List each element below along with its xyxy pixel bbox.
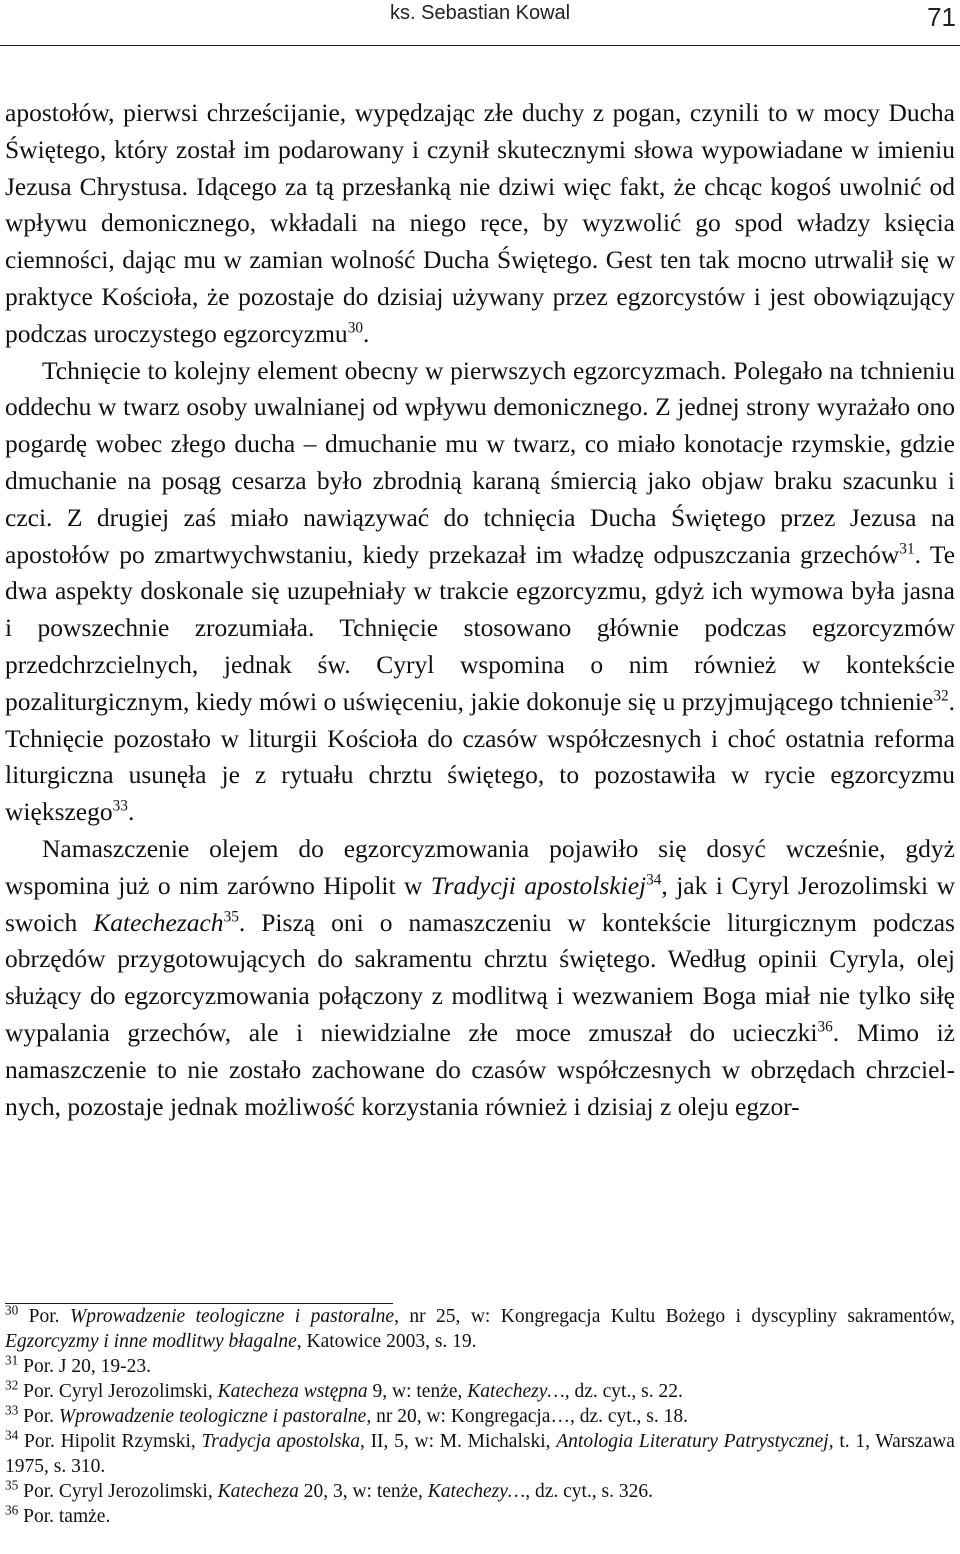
footnote-32 xyxy=(5,1379,955,1404)
footnote-text: Por. J 20, 19-23. xyxy=(18,1356,151,1377)
footnote-italic: Egzorcyzmy i inne modlitwy błagalne xyxy=(5,1331,297,1352)
paragraph-text: . xyxy=(127,797,135,827)
paragraph-breathing xyxy=(5,353,955,831)
footnote-text: , t. 1, Warszawa 1975, s. 310. xyxy=(5,1431,955,1477)
footnote-italic: Katecheza wstępna xyxy=(217,1381,368,1402)
footnote-text: , nr 25, w: Kongregacja Kultu Bożego i dyscypliny sakramentów, xyxy=(394,1306,956,1327)
italic-title: Katechezach xyxy=(93,907,224,937)
footnote-ref-32[interactable]: 32 xyxy=(933,687,949,705)
paragraph-text: . Te dwa aspekty doskonale się uzupełniały w trakcie egzorcyzmu, gdyż ich wymowa była jasna i powszechnie zrozumiała. Tchnięcie stosowano głównie podczas egzorcyzmów przedchrzcielnych, jednak św. Cyryl wspomina o nim również w kontekście pozaliturgicznym, kiedy mówi o uświęceniu, jakie dokonuje się u przyjmującego tchnienie xyxy=(5,539,956,716)
footnote-number: 36 xyxy=(5,1502,19,1518)
footnote-ref-33[interactable]: 33 xyxy=(112,797,128,815)
footnote-text: Por. Cyryl Jerozolimski, xyxy=(18,1381,218,1402)
footnote-italic: Wprowadzenie teologiczne i pastoralne xyxy=(58,1406,367,1427)
footnote-number: 31 xyxy=(5,1352,19,1368)
footnote-text: Por. tamże. xyxy=(18,1506,111,1527)
running-head-author: ks. Sebastian Kowal xyxy=(390,2,571,24)
footnote-text: Por. xyxy=(18,1406,59,1427)
footnote-ref-35[interactable]: 35 xyxy=(223,908,239,926)
footnote-text: Por. Cyryl Jerozolimski, xyxy=(18,1481,218,1502)
footnote-italic: Antologia Literatury Patrystycznej xyxy=(556,1431,829,1452)
footnote-ref-31[interactable]: 31 xyxy=(899,540,915,558)
page-number: 71 xyxy=(927,2,956,32)
paragraph-text: apostołów, pierwsi chrześcijanie, wypędzając złe duchy z pogan, czynili to w mocy Ducha Świętego, który został im podarowany i czynił skutecznymi słowa wypowiadane w imieniu Jezusa Chrystusa. Idącego za tą przesłanką nie dziwi więc fakt, że chcąc kogoś uwolnić od wpływu demonicznego, wkładali na niego ręce, by wyzwolić go spod władzy księcia ciemności, dając mu w zamian wolność Ducha Świętego. Gest ten tak mocno utrwalił się w praktyce Kościoła, że pozostaje do dzisiaj używany przez egzorcystów i jest obowiązujący podczas uroczystego egzorcyzmu xyxy=(5,98,955,348)
body-text xyxy=(5,95,955,1125)
footnote-text: Por. Hipolit Rzymski, xyxy=(18,1431,202,1452)
footnote-number: 33 xyxy=(5,1402,19,1418)
page-header xyxy=(0,0,960,46)
footnote-italic: Katechezy… xyxy=(427,1481,526,1502)
footnote-italic: Katecheza xyxy=(217,1481,299,1502)
paragraph-text: Namaszczenie olejem do egzorcyzmowania pojawiło się dosyć wcześnie, gdyż wspomina już o nim zarówno Hipolit w xyxy=(5,833,955,900)
footnote-number: 32 xyxy=(5,1377,19,1393)
paragraph-text: Tchnięcie to kolejny element obecny w pierwszych egzorcyzmach. Polegało na tchnieniu oddechu w twarz osoby uwalnianej od wpływu demonicznego. Z jednej strony wyrażało ono pogardę wobec złego ducha – dmuchanie mu w twarz, co miało konotacje rzymskie, gdzie dmuchanie na posąg cesarza było zbrodnią karaną śmiercią jako objaw braku szacunku i czci. Z drugiej zaś miało nawiązywać do tchnięcia Ducha Świętego przez Jezusa na apostołów po zmartwychwstaniu, kiedy przekazał im władzę odpuszczania grzechów xyxy=(5,355,955,569)
paragraph-text: , jak i Cyryl Jerozolimski w swoich xyxy=(5,870,955,937)
paragraph-laying-on-hands xyxy=(5,95,955,353)
footnote-number: 30 xyxy=(5,1302,19,1318)
footnote-31 xyxy=(5,1354,955,1379)
footnote-number: 35 xyxy=(5,1477,19,1493)
footnote-34 xyxy=(5,1429,955,1479)
paragraph-text: . Mimo iż namaszczenie to nie zostało zachowane do czasów współczesnych w obrzędach chrzcielnych, pozostaje jednak możliwość korzystania również i dzisiaj z oleju egzor- xyxy=(5,1017,955,1121)
footnote-text: , dz. cyt., s. 326. xyxy=(525,1481,654,1502)
footnote-italic: Wprowadzenie teologiczne i pastoralne xyxy=(69,1306,395,1327)
paragraph-anointing xyxy=(5,831,955,1125)
footnotes xyxy=(5,1304,955,1529)
footnote-text: 20, 3, w: tenże, xyxy=(298,1481,428,1502)
footnote-italic: Katechezy… xyxy=(467,1381,565,1402)
footnote-text: , dz. cyt., s. 22. xyxy=(564,1381,683,1402)
paragraph-text: . xyxy=(362,318,370,348)
footnote-number: 34 xyxy=(5,1427,19,1443)
footnote-36 xyxy=(5,1504,955,1529)
footnote-text: , nr 20, w: Kongregacja…, dz. cyt., s. 18. xyxy=(366,1406,689,1427)
footnote-italic: Tradycja apostolska xyxy=(201,1431,360,1452)
paragraph-text: . Tchnięcie pozostało w liturgii Kościoła do czasów współczesnych i choć ostatnia reforma liturgiczna usunęła je z rytuału chrztu świętego, to pozostawiła w rycie egzorcyzmu większego xyxy=(5,686,955,827)
footnote-ref-30[interactable]: 30 xyxy=(347,319,363,337)
paragraph-text: . Piszą oni o namaszczeniu w kontekście liturgicznym podczas obrzędów przygotowujących do sakramentu chrztu świętego. Według opinii Cyryla, olej służący do egzorcyzmowania połączony z modlitwą i wezwaniem Boga miał nie tylko siłę wypalania grzechów, ale i niewidzialne złe moce zmuszał do ucieczki xyxy=(5,907,955,1047)
footnote-35 xyxy=(5,1479,955,1504)
footnote-text: Por. xyxy=(18,1306,70,1327)
footnote-text: , Katowice 2003, s. 19. xyxy=(296,1331,477,1352)
footnote-ref-34[interactable]: 34 xyxy=(646,871,662,889)
footnote-text: , II, 5, w: M. Michalski, xyxy=(359,1431,557,1452)
footnote-33 xyxy=(5,1404,955,1429)
italic-title: Tradycji apostolskiej xyxy=(430,870,647,900)
footnote-30 xyxy=(5,1304,955,1354)
footnote-text: 9, w: tenże, xyxy=(367,1381,468,1402)
footnote-ref-36[interactable]: 36 xyxy=(817,1018,833,1036)
